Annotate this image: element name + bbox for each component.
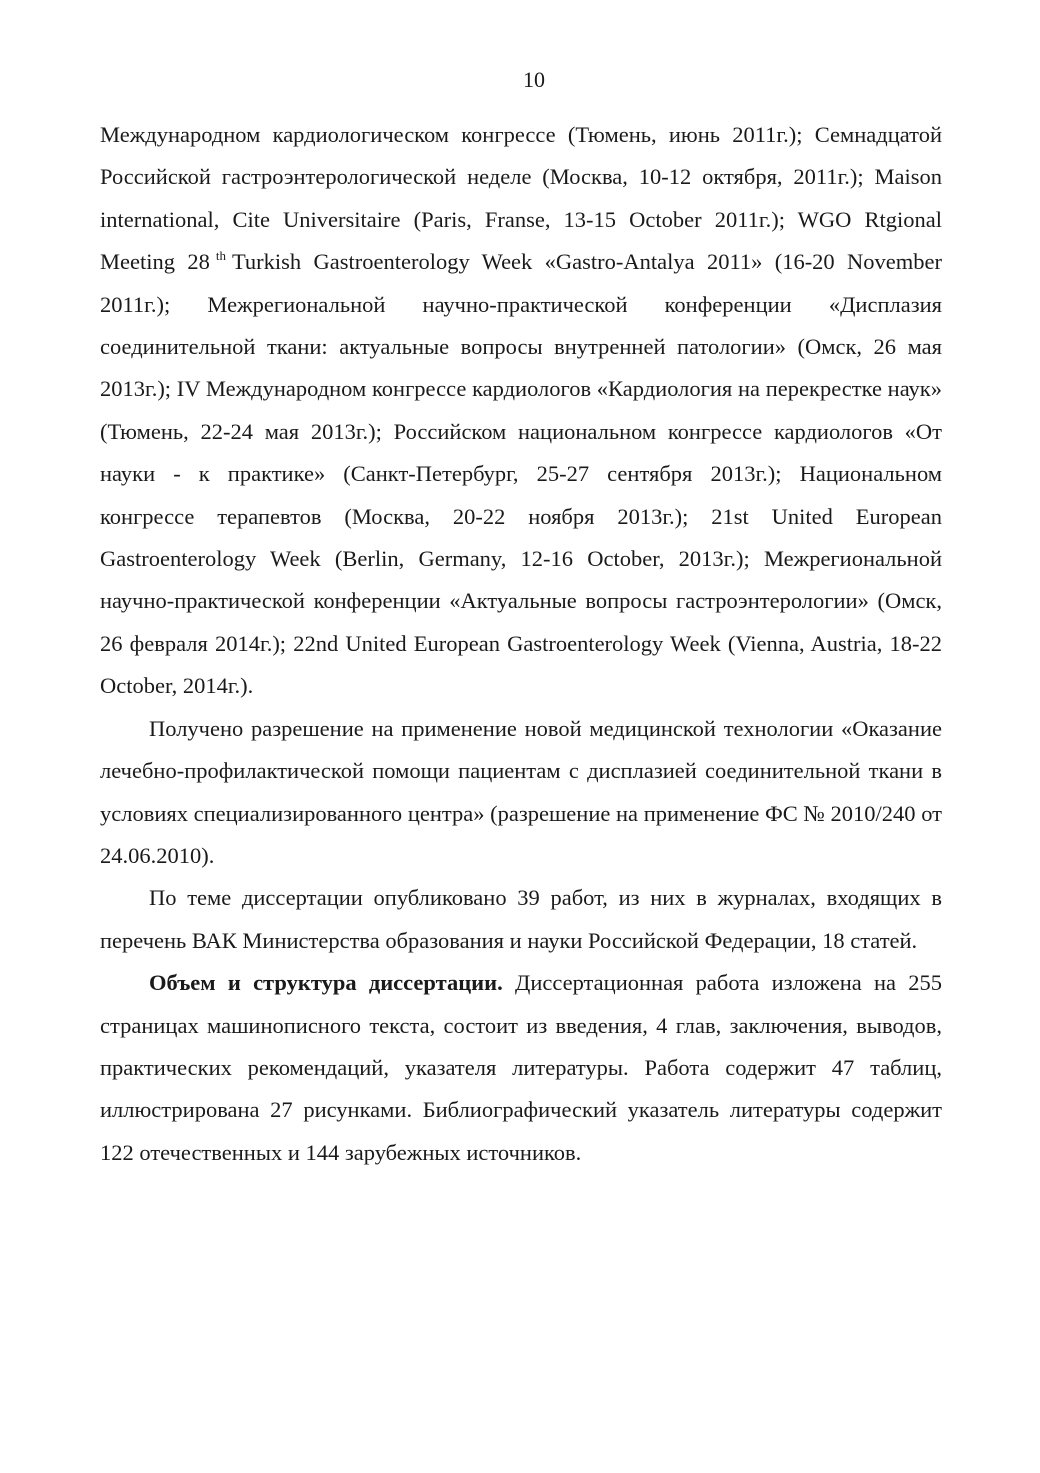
paragraph-conferences-text-end: Turkish Gastroenterology Week «Gastro-Antalya 2011» (16-20 November 2011г.); Межрегиональной научно-практической конференции «Дисплазия соединительной ткани: актуальные вопросы внутренней патологии» (Омск, 26 мая 2013г.); IV Международном конгрессе кардиологов «Кардиология на перекрестке наук» (Тюмень, 22-24 мая 2013г.); Российском национальном конгрессе кардиологов «От науки - к практике» (Санкт-Петербург, 25-27 сентября 2013г.); Национальном конгрессе терапевтов (Москва, 20-22 ноября 2013г.); 21st United European Gastroenterology Week (Berlin, Germany, 12-16 October, 2013г.); Межрегиональной научно-практической конференции «Актуальные вопросы гастроэнтерологии» (Омск, 26 февраля 2014г.); 22nd United European Gastroenterology Week (Vienna, Austria, 18-22 October, 2014г.). xyxy=(100,249,942,699)
paragraph-dissertation-structure-text: Диссертационная работа изложена на 255 страницах машинописного текста, состоит из введения, 4 глав, заключения, выводов, практических рекомендаций, указателя литературы. Работа содержит 47 таблиц, иллюстрирована 27 рисунками. Библиографический указатель литературы содержит 122 отечественных и 144 зарубежных источников. xyxy=(100,970,943,1165)
text-body xyxy=(100,114,942,1174)
section-heading-structure: Объем и структура диссертации. xyxy=(149,970,503,996)
paragraph-technology-permit: Получено разрешение на применение новой медицинской технологии «Оказание лечебно-профилактической помощи пациентам с дисплазией соединительной ткани в условиях специализированного центра» (разрешение на применение ФС № 2010/240 от 24.06.2010). xyxy=(100,715,942,868)
paragraph-conferences xyxy=(100,114,942,708)
paragraph-publications: По теме диссертации опубликовано 39 работ, из них в журналах, входящих в перечень ВАК Министерства образования и науки Российской Федерации, 18 статей. xyxy=(100,885,942,953)
paragraph-conferences-text-start: Международном кардиологическом конгрессе (Тюмень, июнь 2011г.); Семнадцатой Российской гастроэнтерологической неделе (Москва, 10-12 октября, 2011г.); Maison international, Cite Universitaire (Paris, Franse, 13-15 October 2011г.); WGO Rtgional Meeting 28 xyxy=(100,122,942,275)
paragraph-dissertation-structure xyxy=(100,962,942,1174)
page-number: 10 xyxy=(523,67,545,92)
superscript-th: th xyxy=(215,248,226,264)
